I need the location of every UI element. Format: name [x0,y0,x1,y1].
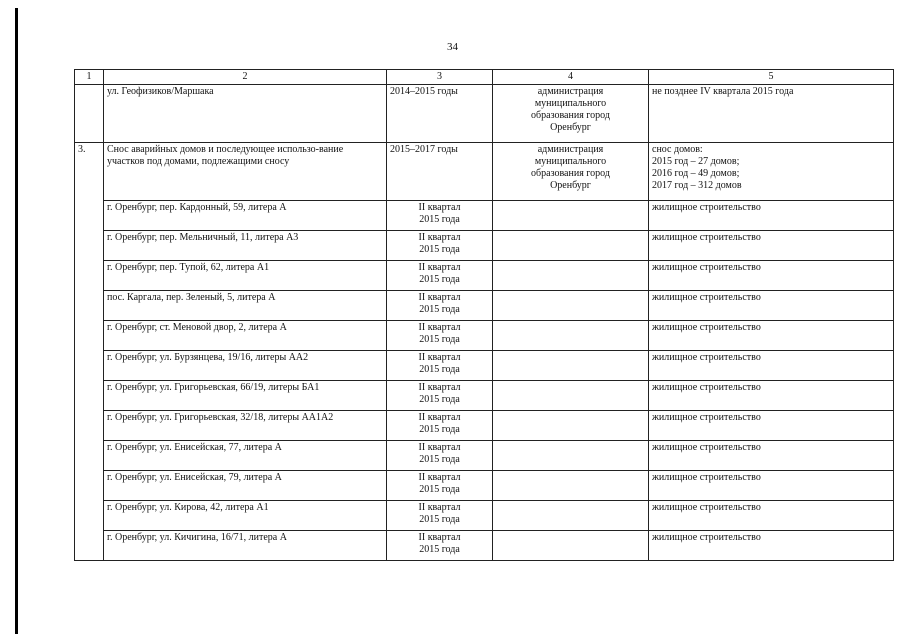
period-line: II квартал [418,382,461,393]
address-result: жилищное строительство [649,291,894,321]
address-result: жилищное строительство [649,471,894,501]
measure-executor [493,85,649,143]
address-period [387,351,493,381]
period-line: 2015 года [419,334,460,345]
address-row [75,231,894,261]
binding-edge-rule [15,8,18,634]
executor-line: образования город [531,168,610,179]
address-executor [493,471,649,501]
period-line: II квартал [418,322,461,333]
address-name: г. Оренбург, ул. Григорьевская, 32/18, литеры АА1А2 [104,411,387,441]
address-executor [493,411,649,441]
address-name: г. Оренбург, пер. Кардонный, 59, литера А [104,201,387,231]
address-row [75,531,894,561]
period-line: II квартал [418,502,461,513]
period-line: II квартал [418,292,461,303]
measure-period: 2014–2015 годы [387,85,493,143]
period-line: II квартал [418,442,461,453]
address-row [75,501,894,531]
executor-line: администрация [537,86,604,97]
executor-line: муниципального [534,98,607,109]
address-executor [493,351,649,381]
address-name: г. Оренбург, пер. Тупой, 62, литера А1 [104,261,387,291]
address-period [387,321,493,351]
address-result: жилищное строительство [649,531,894,561]
address-row [75,381,894,411]
executor-line: Оренбург [550,180,591,191]
result-line: 2016 год – 49 домов; [652,168,740,179]
address-period [387,201,493,231]
page-number: 34 [447,41,458,53]
address-period [387,471,493,501]
result-line: снос домов: [652,144,703,155]
executor-line: муниципального [534,156,607,167]
address-row [75,321,894,351]
address-period [387,531,493,561]
period-line: 2015 года [419,394,460,405]
measure-executor [493,143,649,201]
address-period [387,501,493,531]
period-line: 2015 года [419,484,460,495]
address-row [75,291,894,321]
period-line: 2015 года [419,514,460,525]
period-line: 2015 года [419,424,460,435]
address-executor [493,201,649,231]
address-row [75,471,894,501]
address-name: г. Оренбург, ул. Енисейская, 79, литера А [104,471,387,501]
column-header: 4 [493,70,649,85]
address-executor [493,381,649,411]
period-line: 2015 года [419,304,460,315]
address-result: жилищное строительство [649,321,894,351]
period-line: II квартал [418,532,461,543]
address-executor [493,231,649,261]
address-result: жилищное строительство [649,441,894,471]
measure-result [649,143,894,201]
period-line: 2015 года [419,214,460,225]
column-header: 3 [387,70,493,85]
result-line: 2017 год – 312 домов [652,180,742,191]
address-name: пос. Каргала, пер. Зеленый, 5, литера А [104,291,387,321]
address-period [387,291,493,321]
address-executor [493,321,649,351]
address-period [387,441,493,471]
address-name: г. Оренбург, ул. Бурзянцева, 19/16, литеры АА2 [104,351,387,381]
column-header: 5 [649,70,894,85]
measure-period: 2015–2017 годы [387,143,493,201]
address-name: г. Оренбург, ул. Кирова, 42, литера А1 [104,501,387,531]
result-line: не позднее IV квартала 2015 года [652,86,794,97]
address-result: жилищное строительство [649,201,894,231]
result-line: 2015 год – 27 домов; [652,156,740,167]
period-line: 2015 года [419,274,460,285]
address-row [75,351,894,381]
period-line: II квартал [418,232,461,243]
address-result: жилищное строительство [649,231,894,261]
address-period [387,231,493,261]
column-header: 2 [104,70,387,85]
address-period [387,261,493,291]
address-result: жилищное строительство [649,261,894,291]
address-result: жилищное строительство [649,411,894,441]
address-name: г. Оренбург, ст. Меновой двор, 2, литера А [104,321,387,351]
address-result: жилищное строительство [649,501,894,531]
address-executor [493,291,649,321]
address-row [75,261,894,291]
column-header: 1 [75,70,104,85]
address-row [75,201,894,231]
address-name: г. Оренбург, пер. Мельничный, 11, литера А3 [104,231,387,261]
period-line: 2015 года [419,364,460,375]
table-row [75,143,894,201]
address-executor [493,531,649,561]
address-executor [493,441,649,471]
row-number [75,85,104,143]
period-line: II квартал [418,352,461,363]
executor-line: администрация [537,144,604,155]
address-result: жилищное строительство [649,381,894,411]
period-line: II квартал [418,412,461,423]
executor-line: Оренбург [550,122,591,133]
address-period [387,411,493,441]
measure-result [649,85,894,143]
period-line: 2015 года [419,454,460,465]
measure-name: Снос аварийных домов и последующее использо-вание участков под домами, подлежащими сносу [104,143,387,201]
table-row [75,85,894,143]
period-line: II квартал [418,262,461,273]
address-row [75,441,894,471]
period-line: 2015 года [419,544,460,555]
address-name: г. Оренбург, ул. Григорьевская, 66/19, литеры БА1 [104,381,387,411]
period-line: II квартал [418,472,461,483]
period-line: 2015 года [419,244,460,255]
address-name: г. Оренбург, ул. Кичигина, 16/71, литера А [104,531,387,561]
address-executor [493,501,649,531]
column-number-row [75,70,894,85]
address-name: г. Оренбург, ул. Енисейская, 77, литера А [104,441,387,471]
period-line: II квартал [418,202,461,213]
address-period [387,381,493,411]
executor-line: образования город [531,110,610,121]
address-result: жилищное строительство [649,351,894,381]
measures-table [74,69,894,561]
address-executor [493,261,649,291]
measure-name: ул. Геофизиков/Маршака [104,85,387,143]
row-number: 3. [75,143,104,561]
address-row [75,411,894,441]
